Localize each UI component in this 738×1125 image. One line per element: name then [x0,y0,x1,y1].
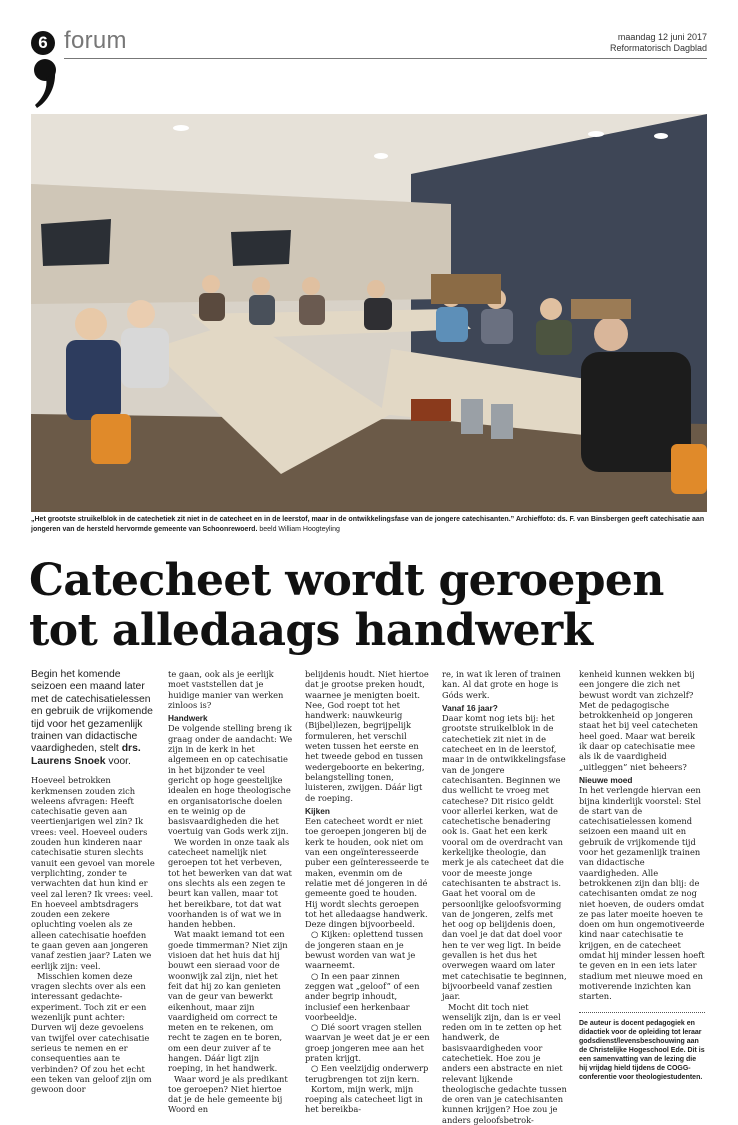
bullet-item: ○ Dié soort vragen stellen waarvan je weet dat je er een groep jongeren mee aan het praten krijgt. [305,1022,431,1063]
masthead-date [610,32,707,54]
article-column-3 [305,669,431,1115]
caption-text: „Het grootste struikelblok in de catechetiek zit niet in de catecheet en in de leerstof, maar in de ontwikkelingsfase van de jongere catechisanten.” Archieffoto: ds. F. van Binsbergen geeft catechisatie aan jongeren van de hersteld hervormde gemeente van Schoonrewoerd. [31,516,704,533]
article-column-1 [31,669,157,1094]
issue-date: maandag 12 juni 2017 [610,32,707,43]
paragraph: In het verlengde hiervan een bijna kinderlijk voorstel: Stel de start van de catechisatielessen komend seizoen een maand uit en gebruik de vrijkomende tijd voor het gezamenlijk trainen van didactische vaardigheden. Alle betrokkenen zijn dan blij: de catechisanten omdat ze nog niet hoeven, de ouders omdat ze pas later moeite hoeven te doen om hun ongemotiveerde kind naar catechisatie te krijgen, en de catecheet omdat hij minder lessen hoeft te geven en in een iets later stadium met nieuwe moed en motiverende inzichten kan starten. [579,785,705,1001]
subheading-kijken: Kijken [305,806,431,816]
section-title: forum [64,27,127,55]
article-column-5 [579,669,705,1082]
author-note: De auteur is docent pedagogiek en didactiek voor de opleiding tot leraar godsdienst/levensbeschouwing aan de Christelijke Hogeschool Ede. Dit is een samenvatting van de lezing die hij vrijdag hield tijdens de COGG-conferentie voor theologiestudenten. [579,1019,705,1082]
subheading-vanaf-16-jaar: Vanaf 16 jaar? [442,703,568,713]
paragraph: Wat maakt iemand tot een goede timmerman? Niet zijn visioen dat het huis dat hij bouwt een sieraad voor de woonwijk zal zijn, niet het feit dat hij zo kan genieten van de geur van bewerkt eikenhout, maar zijn vaardigheid om correct te meten en te rekenen, om recht te zagen en te boren, om een deur zuiver af te hangen. Dáár ligt zijn roeping, in het handwerk. [168,929,294,1073]
article-column-2 [168,669,294,1115]
paragraph: We worden in onze taak als catecheet namelijk niet geroepen tot het verbeven, tot het bewerken van dat wat ons slechts als een zegen te beurt kan vallen, maar tot het bereikbare, tot dat wat voorhanden is of wat we in handen hebben. [168,837,294,930]
paragraph: Kortom, mijn werk, mijn roeping als catecheet ligt in het bereikba- [305,1084,431,1115]
publication-name: Reformatorisch Dagblad [610,43,707,54]
catechism-class-photo-icon [31,114,707,512]
paragraph: Misschien komen deze vragen slechts over als een interessant gedachte-experiment. Toch zit er een wezenlijk punt achter: Durven wij deze gevoelens van twijfel over catechisatie serieus te nemen en er consequenties aan te verbinden? Of zou het echt een teken van geloof zijn om gewoon door [31,971,157,1095]
photo-caption [31,515,707,535]
photo-credit: beeld William Hoogteyling [259,526,340,533]
subheading-handwerk: Handwerk [168,713,294,723]
paragraph: belijdenis houdt. Niet hiertoe dat je grootse preken houdt, waarnee je menigten boeit. Nee, God roept tot het handwerk: nauwkeurig (Bijbel)lezen, begrijpelijk formuleren, het verschil weten tussen het eerste en het tweede gebod en tussen wedergeboorte en bekering, belangstelling tonen, luisteren, zwijgen. Dáár ligt de roeping. [305,669,431,803]
paragraph: Hoeveel betrokken kerkmensen zouden zich weleens afvragen: Heeft catechisatie geven aan veertienjarigen wel zin? Ik vrees: veel. Hoeveel ouders zouden hun kinderen naar catechisatie sturen slechts vanuit een gevoel van morele verplichting, zonder te verwachten dat hun kind er veel zal leren? Ik vrees: veel. En hoeveel ambtsdragers zouden een zekere opluchting voelen als ze alleen catechisatie hoefden te gaan geven aan jongeren vanaf zestien jaar? Laten we eerlijk zijn: veel. [31,775,157,971]
bullet-item: ○ Kijken: oplettend tussen de jongeren staan en je bewust worden van wat je waarneemt. [305,929,431,970]
paragraph: re, in wat ik leren of trainen kan. Al dat grote en hoge is Góds werk. [442,669,568,700]
forum-comma-icon [33,58,57,108]
author-name: drs. Laurens Snoek [31,743,141,766]
header-rule [64,58,707,59]
paragraph: kenheid kunnen wekken bij een jongere die zich net bewust wordt van zichzelf? Met de pedagogische betrokkenheid op jongeren staat het bij veel catecheten heel goed. Maar wat bereik ik daar op catechisatie mee als ik de vaardigheid „uitleggen” niet beheers? [579,669,705,772]
paragraph: te gaan, ook als je eerlijk moet vaststellen dat je huidige manier van werken zinloos is? [168,669,294,710]
dotted-divider [579,1012,705,1013]
article-column-4 [442,669,568,1125]
bullet-item: ○ Een veelzijdig onderwerp terugbrengen tot zijn kern. [305,1063,431,1084]
paragraph: Daar komt nog iets bij: het grootste struikelblok in de catechetiek zit niet in de catecheet en in de leerstof, maar in de ontwikkelingsfase van de jongere catechisanten. Beginnen we dus wellicht te vroeg met catechese? Dit risico geldt voor allerlei kerken, wat de catechetische benadering ook is. Gaat het een kerk vooral om de overdracht van kerkelijke theologie, dan merk je als catecheet dat die voor de meeste jonge catechisanten te abstract is. Gaat het vooral om de persoonlijke geloofsvorming van de jongeren, zelfs met het oog op belijdenis doen, dan voel je dat dat doel voor hen te ver weg ligt. In beide gevallen is het dus het overwegen waard om later met catechisatie te beginnen, bijvoorbeeld vanaf zestien jaar. [442,713,568,1001]
lead-text: Begin het komende seizoen een maand later met de catechisatielessen en gebruik de vrijkomende tijd voor het gezamenlijk trainen van didactische vaardigheden, stelt [31,669,153,754]
paragraph: De volgende stelling breng ik graag onder de aandacht: We zijn in de kerk in het algemeen en op catechisatie in het bijzonder te veel gericht op hoge geestelijke idealen en hoge theologische en organisatorische doelen en te weinig op de basisvaardigheden die het voertuig van Gods werk zijn. [168,723,294,836]
subheading-nieuwe-moed: Nieuwe moed [579,775,705,785]
article-headline: Catecheet wordt geroepen tot alledaags handwerk [29,556,719,656]
paragraph: Waar word je als predikant toe geroepen? Niet hiertoe dat je de hele gemeente bij Woord en [168,1074,294,1115]
paragraph: Een catecheet wordt er niet toe geroepen jongeren bij de kerk te houden, ook niet om van een ongeïnteresseerde puber een geïnteresseerde te maken, evenmin om de relatie met dé jongeren in dé gemeente goed te houden. Hij wordt slechts geroepen tot het alledaagse handwerk. Deze dingen bijvoorbeeld. [305,816,431,929]
article-lead [31,669,157,768]
page-number: 6 [31,31,55,55]
lead-tail: voor. [108,756,131,767]
article-photo [31,114,707,512]
bullet-item: ○ In een paar zinnen zeggen wat „geloof” of een ander begrip inhoudt, inclusief een herkenbaar voorbeeldje. [305,971,431,1022]
paragraph: Mocht dit toch niet wenselijk zijn, dan is er veel reden om in te zetten op het handwerk, de basisvaardigheden voor catechetiek. Hoe zou je anders een abstracte en niet relevant lijkende theologische gedachte tussen de oren van je catechisanten kunnen krijgen? Hoe zou je anders geloofsbetrok- [442,1002,568,1125]
